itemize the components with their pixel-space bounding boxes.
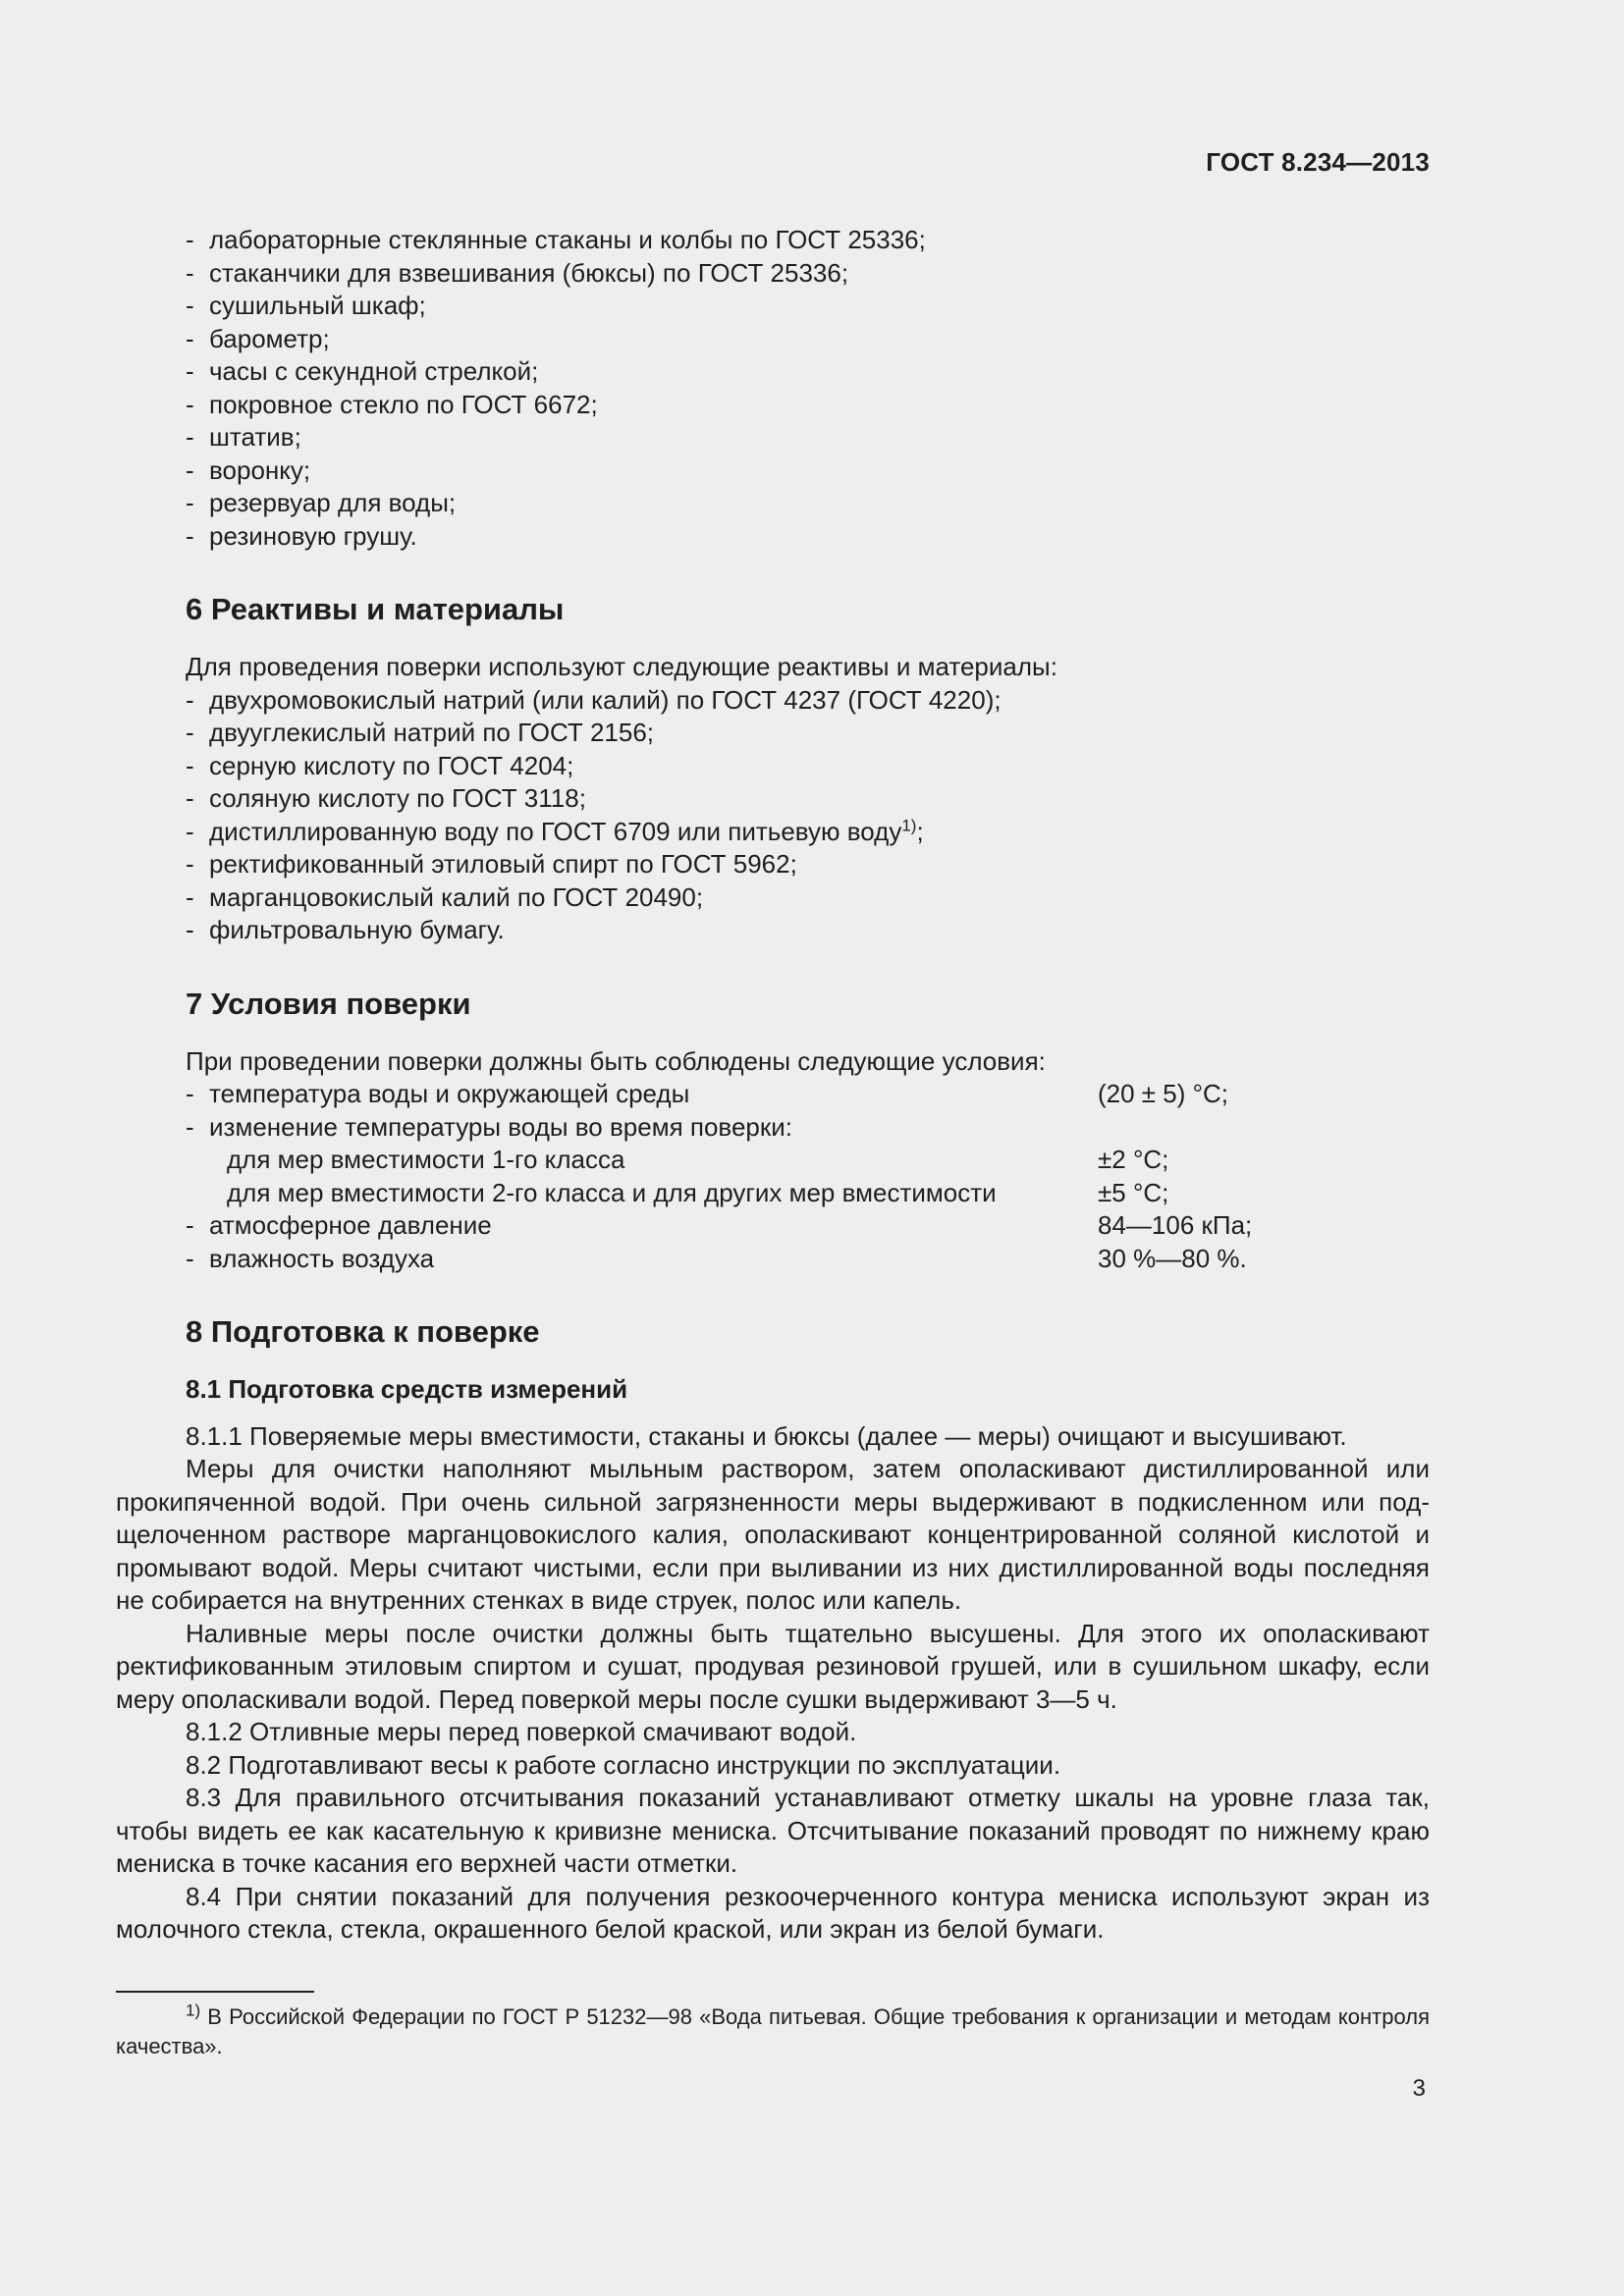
condition-row: - влажность воздуха 30 %—80 %. [186, 1243, 1430, 1276]
condition-label: температура воды и окружающей среды [209, 1079, 690, 1108]
section-8 [116, 1312, 1430, 1947]
condition-label: изменение температуры воды во время поверки: [209, 1111, 792, 1142]
condition-value: ±5 °С; [1098, 1177, 1169, 1207]
page-content [116, 224, 1430, 1947]
footnote-divider [116, 1991, 314, 1993]
list-item: - воронку; [186, 454, 1430, 488]
condition-label: для мер вместимости 1-го класса [227, 1145, 625, 1174]
paragraph: 8.3 Для правильного отсчитывания показаний устанавливают отметку шкалы на уровне глаза так, чтобы видеть ее как касательную к кривизне мениска. Отсчитывание показаний проводят по нижнему краю мениска в точке касания его верхней части отметки. [116, 1783, 1430, 1878]
list-item: - двухромовокислый натрий (или калий) по ГОСТ 4237 (ГОСТ 4220); [186, 684, 1430, 718]
list-item [186, 816, 1430, 849]
list-item: - сушильный шкаф; [186, 290, 1430, 323]
list-item: - марганцовокислый калий по ГОСТ 20490; [186, 881, 1430, 915]
equipment-list [186, 224, 1430, 553]
condition-label: для мер вместимости 2-го класса и для других мер вместимости [227, 1177, 997, 1207]
condition-value: 84—106 кПа; [1098, 1210, 1253, 1240]
condition-label: атмосферное давление [209, 1210, 492, 1240]
condition-row [186, 1177, 1430, 1210]
list-item: - барометр; [186, 323, 1430, 356]
footnote-reference: 1) [901, 815, 917, 834]
paragraph: Наливные меры после очистки должны быть тщательно высушены. Для этого их ополаскивают ректификованным этиловым спиртом и сушат, продувая резиновой грушей, или в сушильном шкафу, если меру ополаскивали водой. Перед поверкой меры после сушки выдерживают 3—5 ч. [116, 1618, 1430, 1714]
condition-row: - температура воды и окружающей среды (20 ± 5) °С; [186, 1078, 1430, 1111]
equipment-list-block [116, 224, 1430, 553]
section-7 [116, 985, 1430, 1276]
list-item: - резиновую грушу. [186, 520, 1430, 554]
list-item: - соляную кислоту по ГОСТ 3118; [186, 782, 1430, 816]
document-code: ГОСТ 8.234—2013 [1206, 147, 1430, 177]
footnote-text: В Российской Федерации по ГОСТ Р 51232—98 «Вода питьевая. Общие требования к организации и методам контроля качества». [116, 2004, 1430, 2058]
list-item: - серную кислоту по ГОСТ 4204; [186, 750, 1430, 783]
section-6-intro: Для проведения поверки используют следующие реактивы и материалы: [186, 652, 1057, 681]
condition-value: 30 %—80 %. [1098, 1243, 1247, 1273]
list-item: - двууглекислый натрий по ГОСТ 2156; [186, 717, 1430, 750]
condition-label: влажность воздуха [209, 1243, 435, 1273]
condition-value: (20 ± 5) °С; [1098, 1079, 1229, 1108]
list-item: - резервуар для воды; [186, 487, 1430, 520]
section-8-1-title: 8.1 Подготовка средств измерений [186, 1374, 628, 1404]
section-6 [116, 590, 1430, 947]
water-item-text: дистиллированную воду по ГОСТ 6709 или питьевую воду [209, 816, 902, 846]
section-6-title: 6 Реактивы и материалы [186, 592, 565, 626]
condition-value: ±2 °С; [1098, 1145, 1169, 1174]
list-item: - часы с секундной стрелкой; [186, 355, 1430, 389]
water-item-end: ; [916, 816, 924, 846]
list-item: - фильтровальную бумагу. [186, 914, 1430, 947]
section-7-intro: При проведении поверки должны быть соблюдены следующие условия: [186, 1045, 1046, 1076]
paragraph: 8.4 При снятии показаний для получения резкоочерченного контура мениска используют экран из молочного стекла, стекла, окрашенного белой краской, или экран из белой бумаги. [116, 1881, 1430, 1944]
list-item: - штатив; [186, 421, 1430, 454]
condition-row: - изменение температуры воды во время поверки: [186, 1111, 792, 1142]
conditions-table [186, 1078, 1430, 1275]
list-item: - стаканчики для взвешивания (бюксы) по ГОСТ 25336; [186, 257, 1430, 291]
paragraph: 8.2 Подготавливают весы к работе согласно инструкции по эксплуатации. [186, 1749, 1061, 1780]
condition-row [186, 1144, 1430, 1177]
list-item: - покровное стекло по ГОСТ 6672; [186, 389, 1430, 422]
reagents-list [186, 684, 1430, 947]
paragraph: Меры для очистки наполняют мыльным раствором, затем ополаскивают дистиллированной или прокипяченной водой. При очень сильной загрязненности меры выдерживают в подкисленном или подщелоченном растворе марганцовокислого калия, ополаскивают концентрированной соляной кислотой и промывают водой. Меры считают чистыми, если при выливании из них дистиллированной воды последняя не собирается на внутренних стенках в виде струек, полос или капель. [116, 1454, 1430, 1615]
condition-row: - атмосферное давление 84—106 кПа; [186, 1209, 1430, 1243]
footnote-marker: 1) [186, 2001, 201, 2020]
list-item: - ректификованный этиловый спирт по ГОСТ 5962; [186, 848, 1430, 881]
paragraph: 8.1.1 Поверяемые меры вместимости, стаканы и бюксы (далее — меры) очищают и высушивают. [186, 1420, 1347, 1451]
footnote [116, 2002, 1430, 2061]
paragraph: 8.1.2 Отливные меры перед поверкой смачивают водой. [186, 1717, 857, 1746]
list-item: - лабораторные стеклянные стаканы и колбы по ГОСТ 25336; [186, 224, 1430, 257]
section-7-title: 7 Условия поверки [186, 986, 471, 1021]
page-number: 3 [1412, 2075, 1426, 2102]
section-8-title: 8 Подготовка к поверке [186, 1314, 540, 1349]
